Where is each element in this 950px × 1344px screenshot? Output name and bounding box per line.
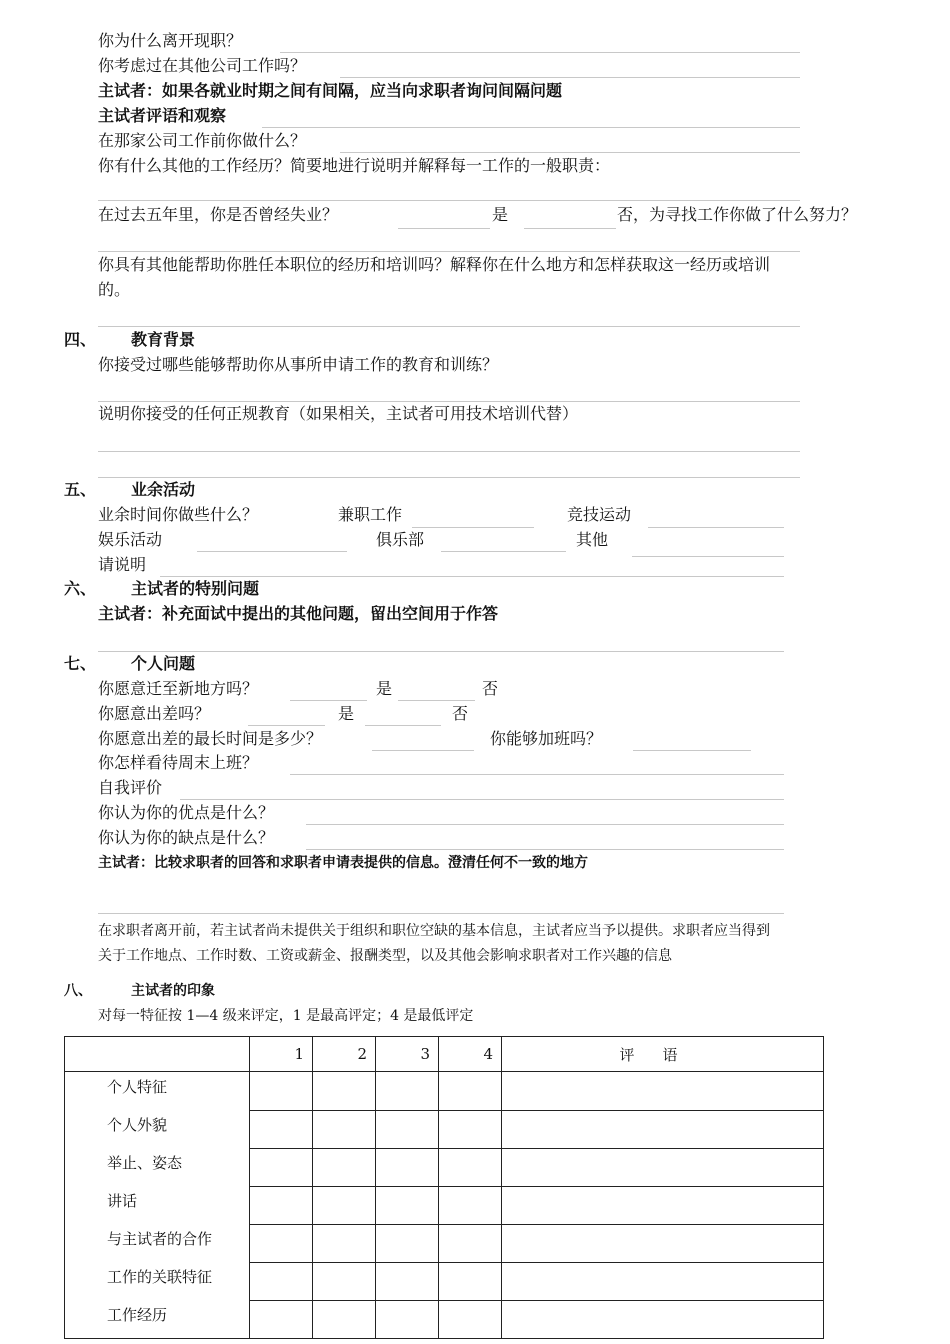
section-title-impression: 主试者的印象 bbox=[131, 983, 215, 999]
trait-label: 个人外貌 bbox=[65, 1110, 250, 1148]
rating-cell[interactable] bbox=[250, 1300, 313, 1339]
rating-cell[interactable] bbox=[376, 1072, 439, 1111]
no-label: 否 bbox=[482, 679, 499, 698]
interviewer-comments-heading: 主试者评语和观察 bbox=[98, 106, 227, 125]
rating-cell[interactable] bbox=[376, 1224, 439, 1262]
yes-blank[interactable] bbox=[398, 228, 490, 229]
question-weekend: 你怎样看待周末上班？ bbox=[98, 753, 259, 772]
closing-text-line1: 在求职者离开前，若主试者尚未提供关于组织和职位空缺的基本信息，主试者应当予以提供。求职者应当得到 bbox=[98, 923, 770, 939]
question-education: 你接受过哪些能够帮助你从事所申请工作的教育和训练？ bbox=[98, 355, 499, 374]
comment-cell[interactable] bbox=[502, 1148, 824, 1186]
rating-cell[interactable] bbox=[376, 1110, 439, 1148]
column-header-3: 3 bbox=[376, 1037, 439, 1072]
question-other-experience: 你有什么其他的工作经历？简要地进行说明并解释每一工作的一般职责： bbox=[98, 156, 611, 175]
question-unemployed-effort: 否，为寻找工作你做了什么努力？ bbox=[617, 205, 858, 224]
question-strengths: 你认为你的优点是什么？ bbox=[98, 803, 275, 822]
table-header-row bbox=[65, 1037, 824, 1072]
answer-line[interactable] bbox=[98, 913, 784, 914]
trait-label: 举止、姿态 bbox=[65, 1148, 250, 1186]
other-blank[interactable] bbox=[632, 556, 784, 557]
rating-cell[interactable] bbox=[250, 1148, 313, 1186]
answer-line[interactable] bbox=[98, 477, 800, 478]
comment-cell[interactable] bbox=[502, 1186, 824, 1224]
answer-line[interactable] bbox=[290, 774, 784, 775]
header-blank-cell bbox=[65, 1037, 250, 1072]
impression-rating-table bbox=[64, 1036, 824, 1339]
question-training-cont: 的。 bbox=[98, 280, 131, 299]
rating-cell[interactable] bbox=[439, 1224, 502, 1262]
parttime-blank[interactable] bbox=[412, 527, 534, 528]
answer-line[interactable] bbox=[98, 651, 784, 652]
interviewer-compare-note: 主试者：比较求职者的回答和求职者申请表提供的信息。澄清任何不一致的地方 bbox=[98, 855, 588, 871]
sports-label: 竞技运动 bbox=[567, 505, 632, 524]
rating-cell[interactable] bbox=[250, 1072, 313, 1111]
club-blank[interactable] bbox=[441, 551, 566, 552]
trait-label: 工作经历 bbox=[65, 1300, 250, 1339]
yes-label: 是 bbox=[338, 704, 355, 723]
rating-cell[interactable] bbox=[313, 1262, 376, 1300]
rating-cell[interactable] bbox=[439, 1072, 502, 1111]
column-header-2: 2 bbox=[313, 1037, 376, 1072]
rating-cell[interactable] bbox=[250, 1186, 313, 1224]
no-label: 否 bbox=[452, 704, 469, 723]
rating-cell[interactable] bbox=[439, 1148, 502, 1186]
answer-line[interactable] bbox=[98, 451, 800, 452]
trait-label: 工作的关联特征 bbox=[65, 1262, 250, 1300]
question-travel-duration: 你愿意出差的最长时间是多少？ bbox=[98, 729, 323, 748]
sports-blank[interactable] bbox=[648, 527, 784, 528]
table-row bbox=[65, 1300, 824, 1339]
answer-line[interactable] bbox=[340, 77, 800, 78]
comment-cell[interactable] bbox=[502, 1072, 824, 1111]
rating-cell[interactable] bbox=[250, 1262, 313, 1300]
entertainment-label: 娱乐活动 bbox=[98, 530, 163, 549]
question-formal-education: 说明你接受的任何正规教育（如果相关，主试者可用技术培训代替） bbox=[98, 404, 579, 423]
rating-cell[interactable] bbox=[313, 1148, 376, 1186]
rating-cell[interactable] bbox=[439, 1110, 502, 1148]
trait-label: 个人特征 bbox=[65, 1072, 250, 1111]
interviewer-extra-note: 主试者：补充面试中提出的其他问题，留出空间用于作答 bbox=[98, 604, 499, 623]
entertainment-blank[interactable] bbox=[197, 551, 347, 552]
yes-label: 是 bbox=[376, 679, 393, 698]
explain-blank[interactable] bbox=[160, 576, 784, 577]
section-title-special-questions: 主试者的特别问题 bbox=[131, 579, 260, 598]
comment-cell[interactable] bbox=[502, 1300, 824, 1339]
table-row bbox=[65, 1148, 824, 1186]
rating-cell[interactable] bbox=[376, 1300, 439, 1339]
answer-line[interactable] bbox=[262, 127, 800, 128]
other-label: 其他 bbox=[576, 530, 609, 549]
answer-line[interactable] bbox=[306, 824, 784, 825]
rating-cell[interactable] bbox=[313, 1072, 376, 1111]
question-leisure: 业余时间你做些什么？ bbox=[98, 505, 259, 524]
comment-cell[interactable] bbox=[502, 1224, 824, 1262]
question-before-company: 在那家公司工作前你做什么？ bbox=[98, 131, 307, 150]
answer-line[interactable] bbox=[340, 152, 800, 153]
no-blank[interactable] bbox=[398, 700, 475, 701]
yes-blank[interactable] bbox=[248, 725, 325, 726]
question-relocate: 你愿意迁至新地方吗？ bbox=[98, 679, 259, 698]
answer-line[interactable] bbox=[306, 849, 784, 850]
rating-cell[interactable] bbox=[313, 1224, 376, 1262]
rating-cell[interactable] bbox=[376, 1186, 439, 1224]
column-header-comments: 评语 bbox=[502, 1037, 824, 1072]
question-unemployed: 在过去五年里，你是否曾经失业？ bbox=[98, 205, 339, 224]
section-title-personal: 个人问题 bbox=[131, 654, 196, 673]
rating-cell[interactable] bbox=[376, 1148, 439, 1186]
overtime-blank[interactable] bbox=[633, 750, 751, 751]
section-number: 七、 bbox=[64, 654, 97, 673]
explain-label: 请说明 bbox=[98, 555, 147, 574]
closing-text-line2: 关于工作地点、工作时数、工资或薪金、报酬类型，以及其他会影响求职者对工作兴趣的信息 bbox=[98, 948, 672, 964]
table-row bbox=[65, 1186, 824, 1224]
rating-cell[interactable] bbox=[313, 1110, 376, 1148]
self-evaluation-label: 自我评价 bbox=[98, 778, 163, 797]
column-header-1: 1 bbox=[250, 1037, 313, 1072]
section-number: 六、 bbox=[64, 579, 97, 598]
comment-cell[interactable] bbox=[502, 1110, 824, 1148]
question-overtime: 你能够加班吗？ bbox=[490, 729, 603, 748]
column-header-4: 4 bbox=[439, 1037, 502, 1072]
table-row bbox=[65, 1262, 824, 1300]
question-training: 你具有其他能帮助你胜任本职位的经历和培训吗？解释你在什么地方和怎样获取这一经历或培训 bbox=[98, 255, 771, 274]
rating-cell[interactable] bbox=[313, 1300, 376, 1339]
travel-duration-blank[interactable] bbox=[372, 750, 474, 751]
trait-label: 与主试者的合作 bbox=[65, 1224, 250, 1262]
question-leave-job: 你为什么离开现职？ bbox=[98, 31, 243, 50]
table-row bbox=[65, 1224, 824, 1262]
club-label: 俱乐部 bbox=[376, 530, 425, 549]
rating-cell[interactable] bbox=[439, 1300, 502, 1339]
section-title-education: 教育背景 bbox=[131, 330, 196, 349]
rating-instruction: 对每一特征按 1—4 级来评定，1 是最高评定；4 是最低评定 bbox=[98, 1008, 474, 1024]
section-number: 四、 bbox=[64, 330, 97, 349]
rating-cell[interactable] bbox=[250, 1110, 313, 1148]
rating-cell[interactable] bbox=[313, 1186, 376, 1224]
yes-label: 是 bbox=[492, 205, 509, 224]
section-number: 八、 bbox=[64, 983, 92, 999]
answer-line[interactable] bbox=[98, 251, 800, 252]
question-weaknesses: 你认为你的缺点是什么？ bbox=[98, 828, 275, 847]
table-row bbox=[65, 1110, 824, 1148]
rating-cell[interactable] bbox=[439, 1186, 502, 1224]
parttime-label: 兼职工作 bbox=[338, 505, 403, 524]
section-number: 五、 bbox=[64, 480, 97, 499]
question-other-company: 你考虑过在其他公司工作吗？ bbox=[98, 56, 307, 75]
trait-label: 讲话 bbox=[65, 1186, 250, 1224]
yes-blank[interactable] bbox=[290, 700, 367, 701]
no-blank[interactable] bbox=[524, 228, 616, 229]
question-travel: 你愿意出差吗？ bbox=[98, 704, 211, 723]
rating-cell[interactable] bbox=[439, 1262, 502, 1300]
table-row bbox=[65, 1072, 824, 1111]
answer-line[interactable] bbox=[98, 326, 800, 327]
comment-cell[interactable] bbox=[502, 1262, 824, 1300]
interviewer-gap-note: 主试者：如果各就业时期之间有间隔，应当向求职者询问间隔问题 bbox=[98, 81, 563, 100]
answer-line[interactable] bbox=[98, 401, 800, 402]
rating-cell[interactable] bbox=[250, 1224, 313, 1262]
answer-line[interactable] bbox=[98, 200, 800, 201]
section-title-leisure: 业余活动 bbox=[131, 480, 196, 499]
answer-line[interactable] bbox=[280, 52, 800, 53]
no-blank[interactable] bbox=[365, 725, 441, 726]
answer-line[interactable] bbox=[180, 799, 784, 800]
rating-cell[interactable] bbox=[376, 1262, 439, 1300]
